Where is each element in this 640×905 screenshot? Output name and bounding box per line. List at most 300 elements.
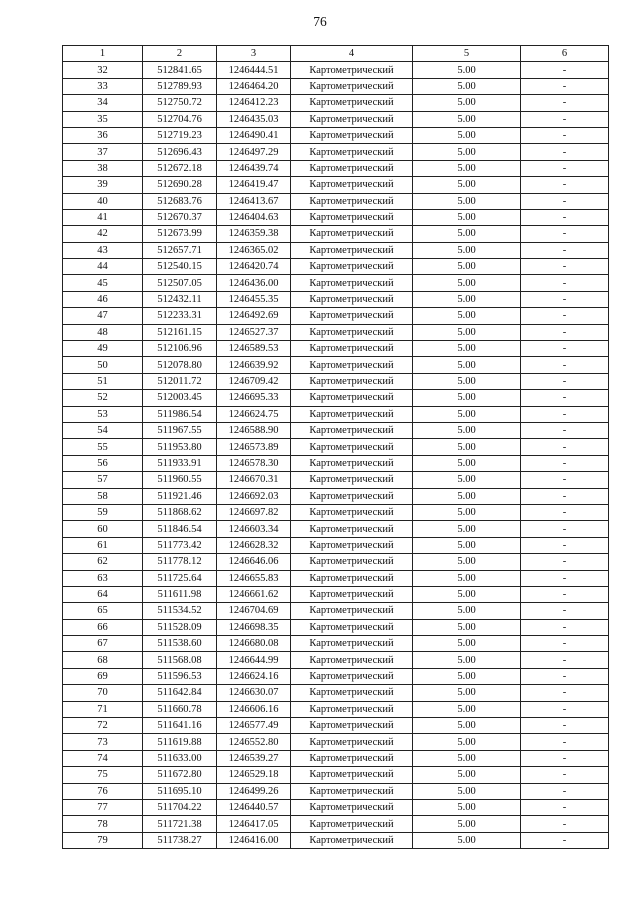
note-cell: - xyxy=(521,586,609,602)
accuracy-cell: 5.00 xyxy=(413,685,521,701)
point-number-cell: 34 xyxy=(63,95,143,111)
method-cell: Картометрический xyxy=(291,160,413,176)
table-row xyxy=(63,373,609,389)
point-number-cell: 55 xyxy=(63,439,143,455)
table-row xyxy=(63,668,609,684)
point-number-cell: 70 xyxy=(63,685,143,701)
y-coordinate-cell: 1246695.33 xyxy=(217,390,291,406)
y-coordinate-cell: 1246698.35 xyxy=(217,619,291,635)
accuracy-cell: 5.00 xyxy=(413,357,521,373)
x-coordinate-cell: 512657.71 xyxy=(143,242,217,258)
accuracy-cell: 5.00 xyxy=(413,816,521,832)
note-cell: - xyxy=(521,78,609,94)
table-row xyxy=(63,554,609,570)
point-number-cell: 59 xyxy=(63,504,143,520)
note-cell: - xyxy=(521,193,609,209)
y-coordinate-cell: 1246644.99 xyxy=(217,652,291,668)
x-coordinate-cell: 512161.15 xyxy=(143,324,217,340)
point-number-cell: 39 xyxy=(63,177,143,193)
method-cell: Картометрический xyxy=(291,422,413,438)
note-cell: - xyxy=(521,636,609,652)
x-coordinate-cell: 512078.80 xyxy=(143,357,217,373)
table-row xyxy=(63,521,609,537)
note-cell: - xyxy=(521,652,609,668)
y-coordinate-cell: 1246529.18 xyxy=(217,767,291,783)
accuracy-cell: 5.00 xyxy=(413,668,521,684)
y-coordinate-cell: 1246499.26 xyxy=(217,783,291,799)
note-cell: - xyxy=(521,242,609,258)
accuracy-cell: 5.00 xyxy=(413,554,521,570)
x-coordinate-cell: 511960.55 xyxy=(143,472,217,488)
note-cell: - xyxy=(521,259,609,275)
method-cell: Картометрический xyxy=(291,275,413,291)
method-cell: Картометрический xyxy=(291,685,413,701)
x-coordinate-cell: 511773.42 xyxy=(143,537,217,553)
accuracy-cell: 5.00 xyxy=(413,521,521,537)
point-number-cell: 74 xyxy=(63,750,143,766)
note-cell: - xyxy=(521,308,609,324)
method-cell: Картометрический xyxy=(291,308,413,324)
accuracy-cell: 5.00 xyxy=(413,422,521,438)
point-number-cell: 77 xyxy=(63,799,143,815)
accuracy-cell: 5.00 xyxy=(413,718,521,734)
point-number-cell: 73 xyxy=(63,734,143,750)
x-coordinate-cell: 511846.54 xyxy=(143,521,217,537)
table-row xyxy=(63,422,609,438)
note-cell: - xyxy=(521,668,609,684)
accuracy-cell: 5.00 xyxy=(413,767,521,783)
accuracy-cell: 5.00 xyxy=(413,455,521,471)
y-coordinate-cell: 1246639.92 xyxy=(217,357,291,373)
method-cell: Картометрический xyxy=(291,734,413,750)
accuracy-cell: 5.00 xyxy=(413,799,521,815)
point-number-cell: 65 xyxy=(63,603,143,619)
note-cell: - xyxy=(521,718,609,734)
method-cell: Картометрический xyxy=(291,750,413,766)
method-cell: Картометрический xyxy=(291,783,413,799)
table-row xyxy=(63,685,609,701)
accuracy-cell: 5.00 xyxy=(413,242,521,258)
method-cell: Картометрический xyxy=(291,554,413,570)
method-cell: Картометрический xyxy=(291,521,413,537)
note-cell: - xyxy=(521,472,609,488)
x-coordinate-cell: 512704.76 xyxy=(143,111,217,127)
point-number-cell: 63 xyxy=(63,570,143,586)
point-number-cell: 62 xyxy=(63,554,143,570)
y-coordinate-cell: 1246697.82 xyxy=(217,504,291,520)
point-number-cell: 48 xyxy=(63,324,143,340)
table-row xyxy=(63,439,609,455)
note-cell: - xyxy=(521,439,609,455)
point-number-cell: 36 xyxy=(63,127,143,143)
point-number-cell: 33 xyxy=(63,78,143,94)
y-coordinate-cell: 1246578.30 xyxy=(217,455,291,471)
x-coordinate-cell: 511695.10 xyxy=(143,783,217,799)
y-coordinate-cell: 1246435.03 xyxy=(217,111,291,127)
note-cell: - xyxy=(521,603,609,619)
point-number-cell: 32 xyxy=(63,62,143,78)
point-number-cell: 58 xyxy=(63,488,143,504)
accuracy-cell: 5.00 xyxy=(413,373,521,389)
accuracy-cell: 5.00 xyxy=(413,209,521,225)
method-cell: Картометрический xyxy=(291,455,413,471)
note-cell: - xyxy=(521,521,609,537)
x-coordinate-cell: 511660.78 xyxy=(143,701,217,717)
column-header-5: 5 xyxy=(413,46,521,62)
table-row xyxy=(63,78,609,94)
page-number: 76 xyxy=(313,14,327,29)
point-number-cell: 71 xyxy=(63,701,143,717)
table-row xyxy=(63,619,609,635)
x-coordinate-cell: 512696.43 xyxy=(143,144,217,160)
table-row xyxy=(63,177,609,193)
note-cell: - xyxy=(521,226,609,242)
note-cell: - xyxy=(521,127,609,143)
note-cell: - xyxy=(521,799,609,815)
table-row xyxy=(63,816,609,832)
point-number-cell: 69 xyxy=(63,668,143,684)
table-row xyxy=(63,259,609,275)
method-cell: Картометрический xyxy=(291,390,413,406)
x-coordinate-cell: 511721.38 xyxy=(143,816,217,832)
x-coordinate-cell: 512540.15 xyxy=(143,259,217,275)
table-row xyxy=(63,144,609,160)
method-cell: Картометрический xyxy=(291,504,413,520)
point-number-cell: 49 xyxy=(63,341,143,357)
method-cell: Картометрический xyxy=(291,127,413,143)
method-cell: Картометрический xyxy=(291,718,413,734)
point-number-cell: 52 xyxy=(63,390,143,406)
y-coordinate-cell: 1246680.08 xyxy=(217,636,291,652)
x-coordinate-cell: 511528.09 xyxy=(143,619,217,635)
x-coordinate-cell: 512670.37 xyxy=(143,209,217,225)
y-coordinate-cell: 1246552.80 xyxy=(217,734,291,750)
accuracy-cell: 5.00 xyxy=(413,341,521,357)
point-number-cell: 57 xyxy=(63,472,143,488)
note-cell: - xyxy=(521,816,609,832)
method-cell: Картометрический xyxy=(291,144,413,160)
accuracy-cell: 5.00 xyxy=(413,586,521,602)
x-coordinate-cell: 511725.64 xyxy=(143,570,217,586)
method-cell: Картометрический xyxy=(291,652,413,668)
y-coordinate-cell: 1246630.07 xyxy=(217,685,291,701)
table-row xyxy=(63,750,609,766)
method-cell: Картометрический xyxy=(291,193,413,209)
method-cell: Картометрический xyxy=(291,537,413,553)
table-row xyxy=(63,242,609,258)
point-number-cell: 40 xyxy=(63,193,143,209)
method-cell: Картометрический xyxy=(291,586,413,602)
table-row xyxy=(63,341,609,357)
table-row xyxy=(63,734,609,750)
table-row xyxy=(63,226,609,242)
x-coordinate-cell: 512672.18 xyxy=(143,160,217,176)
accuracy-cell: 5.00 xyxy=(413,488,521,504)
y-coordinate-cell: 1246606.16 xyxy=(217,701,291,717)
point-number-cell: 46 xyxy=(63,291,143,307)
y-coordinate-cell: 1246464.20 xyxy=(217,78,291,94)
accuracy-cell: 5.00 xyxy=(413,652,521,668)
table-body xyxy=(63,62,609,849)
note-cell: - xyxy=(521,734,609,750)
method-cell: Картометрический xyxy=(291,78,413,94)
table-row xyxy=(63,701,609,717)
x-coordinate-cell: 512789.93 xyxy=(143,78,217,94)
x-coordinate-cell: 512841.65 xyxy=(143,62,217,78)
table-row xyxy=(63,799,609,815)
y-coordinate-cell: 1246359.38 xyxy=(217,226,291,242)
accuracy-cell: 5.00 xyxy=(413,619,521,635)
method-cell: Картометрический xyxy=(291,799,413,815)
method-cell: Картометрический xyxy=(291,177,413,193)
x-coordinate-cell: 511538.60 xyxy=(143,636,217,652)
note-cell: - xyxy=(521,504,609,520)
y-coordinate-cell: 1246628.32 xyxy=(217,537,291,553)
x-coordinate-cell: 512690.28 xyxy=(143,177,217,193)
accuracy-cell: 5.00 xyxy=(413,95,521,111)
accuracy-cell: 5.00 xyxy=(413,144,521,160)
y-coordinate-cell: 1246709.42 xyxy=(217,373,291,389)
table-row xyxy=(63,832,609,848)
note-cell: - xyxy=(521,832,609,848)
y-coordinate-cell: 1246646.06 xyxy=(217,554,291,570)
point-number-cell: 41 xyxy=(63,209,143,225)
table-row xyxy=(63,111,609,127)
column-header-3: 3 xyxy=(217,46,291,62)
y-coordinate-cell: 1246577.49 xyxy=(217,718,291,734)
accuracy-cell: 5.00 xyxy=(413,111,521,127)
note-cell: - xyxy=(521,324,609,340)
method-cell: Картометрический xyxy=(291,767,413,783)
accuracy-cell: 5.00 xyxy=(413,62,521,78)
x-coordinate-cell: 512003.45 xyxy=(143,390,217,406)
method-cell: Картометрический xyxy=(291,95,413,111)
table-row xyxy=(63,472,609,488)
y-coordinate-cell: 1246588.90 xyxy=(217,422,291,438)
accuracy-cell: 5.00 xyxy=(413,177,521,193)
table-row xyxy=(63,586,609,602)
table-row xyxy=(63,308,609,324)
point-number-cell: 35 xyxy=(63,111,143,127)
point-number-cell: 50 xyxy=(63,357,143,373)
y-coordinate-cell: 1246704.69 xyxy=(217,603,291,619)
y-coordinate-cell: 1246497.29 xyxy=(217,144,291,160)
method-cell: Картометрический xyxy=(291,472,413,488)
y-coordinate-cell: 1246444.51 xyxy=(217,62,291,78)
accuracy-cell: 5.00 xyxy=(413,275,521,291)
method-cell: Картометрический xyxy=(291,488,413,504)
table-row xyxy=(63,127,609,143)
table-row xyxy=(63,390,609,406)
note-cell: - xyxy=(521,111,609,127)
accuracy-cell: 5.00 xyxy=(413,832,521,848)
note-cell: - xyxy=(521,95,609,111)
table-row xyxy=(63,357,609,373)
table-row xyxy=(63,767,609,783)
accuracy-cell: 5.00 xyxy=(413,127,521,143)
note-cell: - xyxy=(521,62,609,78)
method-cell: Картометрический xyxy=(291,439,413,455)
point-number-cell: 78 xyxy=(63,816,143,832)
method-cell: Картометрический xyxy=(291,341,413,357)
note-cell: - xyxy=(521,291,609,307)
y-coordinate-cell: 1246440.57 xyxy=(217,799,291,815)
x-coordinate-cell: 511933.91 xyxy=(143,455,217,471)
table-row xyxy=(63,718,609,734)
x-coordinate-cell: 511633.00 xyxy=(143,750,217,766)
method-cell: Картометрический xyxy=(291,111,413,127)
accuracy-cell: 5.00 xyxy=(413,390,521,406)
y-coordinate-cell: 1246417.05 xyxy=(217,816,291,832)
method-cell: Картометрический xyxy=(291,324,413,340)
note-cell: - xyxy=(521,701,609,717)
note-cell: - xyxy=(521,341,609,357)
note-cell: - xyxy=(521,554,609,570)
coordinates-table xyxy=(62,45,609,849)
column-header-6: 6 xyxy=(521,46,609,62)
accuracy-cell: 5.00 xyxy=(413,701,521,717)
note-cell: - xyxy=(521,570,609,586)
note-cell: - xyxy=(521,390,609,406)
point-number-cell: 68 xyxy=(63,652,143,668)
note-cell: - xyxy=(521,209,609,225)
table-row xyxy=(63,652,609,668)
accuracy-cell: 5.00 xyxy=(413,504,521,520)
method-cell: Картометрический xyxy=(291,816,413,832)
x-coordinate-cell: 511611.98 xyxy=(143,586,217,602)
x-coordinate-cell: 511921.46 xyxy=(143,488,217,504)
point-number-cell: 72 xyxy=(63,718,143,734)
accuracy-cell: 5.00 xyxy=(413,193,521,209)
table-row xyxy=(63,636,609,652)
method-cell: Картометрический xyxy=(291,62,413,78)
table-row xyxy=(63,324,609,340)
x-coordinate-cell: 512673.99 xyxy=(143,226,217,242)
y-coordinate-cell: 1246492.69 xyxy=(217,308,291,324)
accuracy-cell: 5.00 xyxy=(413,734,521,750)
y-coordinate-cell: 1246655.83 xyxy=(217,570,291,586)
table-row xyxy=(63,406,609,422)
accuracy-cell: 5.00 xyxy=(413,472,521,488)
method-cell: Картометрический xyxy=(291,242,413,258)
method-cell: Картометрический xyxy=(291,226,413,242)
x-coordinate-cell: 511986.54 xyxy=(143,406,217,422)
table-row xyxy=(63,603,609,619)
x-coordinate-cell: 512011.72 xyxy=(143,373,217,389)
method-cell: Картометрический xyxy=(291,668,413,684)
point-number-cell: 37 xyxy=(63,144,143,160)
note-cell: - xyxy=(521,357,609,373)
accuracy-cell: 5.00 xyxy=(413,570,521,586)
y-coordinate-cell: 1246670.31 xyxy=(217,472,291,488)
accuracy-cell: 5.00 xyxy=(413,439,521,455)
x-coordinate-cell: 511738.27 xyxy=(143,832,217,848)
table-row xyxy=(63,570,609,586)
method-cell: Картометрический xyxy=(291,357,413,373)
x-coordinate-cell: 511642.84 xyxy=(143,685,217,701)
point-number-cell: 38 xyxy=(63,160,143,176)
x-coordinate-cell: 512683.76 xyxy=(143,193,217,209)
point-number-cell: 79 xyxy=(63,832,143,848)
accuracy-cell: 5.00 xyxy=(413,750,521,766)
accuracy-cell: 5.00 xyxy=(413,308,521,324)
note-cell: - xyxy=(521,455,609,471)
y-coordinate-cell: 1246412.23 xyxy=(217,95,291,111)
y-coordinate-cell: 1246413.67 xyxy=(217,193,291,209)
y-coordinate-cell: 1246539.27 xyxy=(217,750,291,766)
point-number-cell: 60 xyxy=(63,521,143,537)
method-cell: Картометрический xyxy=(291,636,413,652)
table-row xyxy=(63,209,609,225)
y-coordinate-cell: 1246416.00 xyxy=(217,832,291,848)
x-coordinate-cell: 512750.72 xyxy=(143,95,217,111)
table-row xyxy=(63,193,609,209)
point-number-cell: 66 xyxy=(63,619,143,635)
y-coordinate-cell: 1246420.74 xyxy=(217,259,291,275)
y-coordinate-cell: 1246527.37 xyxy=(217,324,291,340)
method-cell: Картометрический xyxy=(291,701,413,717)
note-cell: - xyxy=(521,275,609,291)
x-coordinate-cell: 512106.96 xyxy=(143,341,217,357)
x-coordinate-cell: 512719.23 xyxy=(143,127,217,143)
y-coordinate-cell: 1246436.00 xyxy=(217,275,291,291)
table-row xyxy=(63,275,609,291)
table-row xyxy=(63,455,609,471)
x-coordinate-cell: 512233.31 xyxy=(143,308,217,324)
point-number-cell: 67 xyxy=(63,636,143,652)
y-coordinate-cell: 1246624.16 xyxy=(217,668,291,684)
y-coordinate-cell: 1246419.47 xyxy=(217,177,291,193)
x-coordinate-cell: 511953.80 xyxy=(143,439,217,455)
accuracy-cell: 5.00 xyxy=(413,406,521,422)
note-cell: - xyxy=(521,406,609,422)
point-number-cell: 43 xyxy=(63,242,143,258)
accuracy-cell: 5.00 xyxy=(413,291,521,307)
x-coordinate-cell: 511672.80 xyxy=(143,767,217,783)
method-cell: Картометрический xyxy=(291,291,413,307)
x-coordinate-cell: 511534.52 xyxy=(143,603,217,619)
point-number-cell: 53 xyxy=(63,406,143,422)
table-row xyxy=(63,62,609,78)
x-coordinate-cell: 512507.05 xyxy=(143,275,217,291)
point-number-cell: 56 xyxy=(63,455,143,471)
y-coordinate-cell: 1246490.41 xyxy=(217,127,291,143)
table-row xyxy=(63,488,609,504)
x-coordinate-cell: 511619.88 xyxy=(143,734,217,750)
note-cell: - xyxy=(521,160,609,176)
y-coordinate-cell: 1246692.03 xyxy=(217,488,291,504)
y-coordinate-cell: 1246603.34 xyxy=(217,521,291,537)
x-coordinate-cell: 511967.55 xyxy=(143,422,217,438)
y-coordinate-cell: 1246439.74 xyxy=(217,160,291,176)
x-coordinate-cell: 511868.62 xyxy=(143,504,217,520)
y-coordinate-cell: 1246661.62 xyxy=(217,586,291,602)
point-number-cell: 54 xyxy=(63,422,143,438)
note-cell: - xyxy=(521,144,609,160)
method-cell: Картометрический xyxy=(291,406,413,422)
note-cell: - xyxy=(521,537,609,553)
table-row xyxy=(63,783,609,799)
note-cell: - xyxy=(521,373,609,389)
y-coordinate-cell: 1246573.89 xyxy=(217,439,291,455)
accuracy-cell: 5.00 xyxy=(413,603,521,619)
accuracy-cell: 5.00 xyxy=(413,226,521,242)
point-number-cell: 64 xyxy=(63,586,143,602)
method-cell: Картометрический xyxy=(291,570,413,586)
method-cell: Картометрический xyxy=(291,832,413,848)
note-cell: - xyxy=(521,685,609,701)
note-cell: - xyxy=(521,177,609,193)
